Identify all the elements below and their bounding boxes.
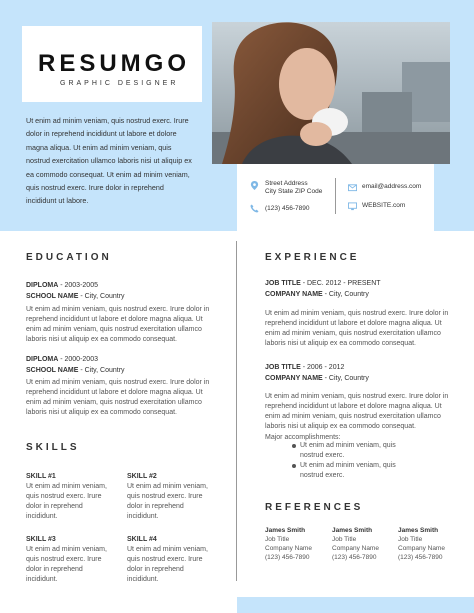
education-entry-2-school: SCHOOL NAME - City, Country — [26, 367, 125, 374]
skill-4-name: SKILL #4 — [127, 536, 157, 543]
reference-3: James Smith Job Title Company Name (123) 456-7890 — [398, 527, 445, 561]
skill-1-text: Ut enim ad minim veniam, quis nostrud exerc. Irure dolor in reprehend incididunt. — [26, 483, 107, 520]
email-icon — [348, 183, 357, 192]
experience-heading: EXPERIENCE — [265, 252, 360, 263]
footer-band — [237, 597, 474, 613]
reference-2: James Smith Job Title Company Name (123) 456-7890 — [332, 527, 379, 561]
skill-2-name: SKILL #2 — [127, 473, 157, 480]
skill-3-text: Ut enim ad minim veniam, quis nostrud exerc. Irure dolor in reprehend incididunt. — [26, 546, 107, 583]
bullet-dot — [292, 464, 296, 468]
skill-2-text: Ut enim ad minim veniam, quis nostrud exerc. Irure dolor in reprehend incididunt. — [127, 483, 208, 520]
accomplishment-1: Ut enim ad minim veniam, quis nostrud exerc. — [300, 442, 396, 459]
education-entry-1-text: Ut enim ad minim veniam, quis nostrud exerc. Irure dolor in reprehend incididunt ut labore et dolore magna aliqua. Ut enim ad minim veniam, quis nostrud exercitation ullamco laboris nisi ut aliquip ex ea commodo consequat. — [26, 306, 210, 343]
education-heading: EDUCATION — [26, 252, 112, 263]
references-heading: REFERENCES — [265, 502, 364, 513]
skill-3-name: SKILL #3 — [26, 536, 56, 543]
reference-1: James Smith Job Title Company Name (123) 456-7890 — [265, 527, 312, 561]
skill-4-text: Ut enim ad minim veniam, quis nostrud exerc. Irure dolor in reprehend incididunt. — [127, 546, 208, 583]
job-1-company: COMPANY NAME - City, Country — [265, 291, 369, 298]
profile-photo — [212, 22, 450, 164]
education-entry-2-text: Ut enim ad minim veniam, quis nostrud exerc. Irure dolor in reprehend incididunt ut labore et dolore magna aliqua. Ut enim ad minim veniam, quis nostrud exercitation ullamco laboris nisi ut aliquip ex ea commodo consequat. — [26, 379, 210, 416]
contact-divider — [335, 178, 336, 214]
column-divider — [236, 241, 237, 581]
education-entry-1-title: DIPLOMA - 2003-2005 — [26, 282, 98, 289]
accomplishments-label: Major accomplishments: — [265, 434, 341, 441]
first-name: Emma — [120, 26, 188, 45]
job-title: GRAPHIC DESIGNER — [60, 80, 179, 87]
job-2-company: COMPANY NAME - City, Country — [265, 375, 369, 382]
skills-heading: SKILLS — [26, 442, 80, 453]
location-pin-icon — [250, 181, 259, 190]
accomplishment-2: Ut enim ad minim veniam, quis nostrud exerc. — [300, 462, 396, 479]
header-band-right — [434, 164, 474, 231]
phone-number: (123) 456-7890 — [265, 205, 310, 212]
address-line-2: City State ZIP Code — [265, 188, 323, 195]
bullet-dot — [292, 444, 296, 448]
website-link[interactable]: WEBSITE.com — [362, 202, 406, 209]
phone-icon — [250, 204, 259, 213]
education-entry-2-title: DIPLOMA - 2000-2003 — [26, 356, 98, 363]
job-2-title: JOB TITLE - 2006 - 2012 — [265, 364, 345, 371]
last-name: RESUMGO — [38, 50, 191, 77]
intro-text: Ut enim ad minim veniam, quis nostrud exerc. Irure dolor in reprehend incididunt ut labore et dolore magna aliqua. Ut enim ad minim veniam, quis nostrud exercitation ullamco laboris nisi ut aliquip ex ea commodo consequat. Ut enim ad minim veniam, quis nostrud exerc. Irure dolor in reprehend incididunt ut labore. — [26, 116, 192, 206]
skill-1-name: SKILL #1 — [26, 473, 56, 480]
job-1-title: JOB TITLE - DEC. 2012 - PRESENT — [265, 280, 381, 287]
address-line-1: Street Address — [265, 180, 308, 187]
education-entry-1-school: SCHOOL NAME - City, Country — [26, 293, 125, 300]
monitor-icon — [348, 202, 357, 211]
job-1-text: Ut enim ad minim veniam, quis nostrud exerc. Irure dolor in reprehend incididunt ut labore et dolore magna aliqua. Ut enim ad minim veniam, quis nostrud exercitation ullamco laboris nisi ut aliquip ex ea commodo consequat. — [265, 310, 449, 347]
email-address[interactable]: email@address.com — [362, 183, 422, 190]
job-2-text: Ut enim ad minim veniam, quis nostrud exerc. Irure dolor in reprehend incididunt ut labore et dolore magna aliqua. Ut enim ad minim veniam, quis nostrud exercitation ullamco laboris nisi ut aliquip ex ea commodo consequat. — [265, 393, 449, 430]
